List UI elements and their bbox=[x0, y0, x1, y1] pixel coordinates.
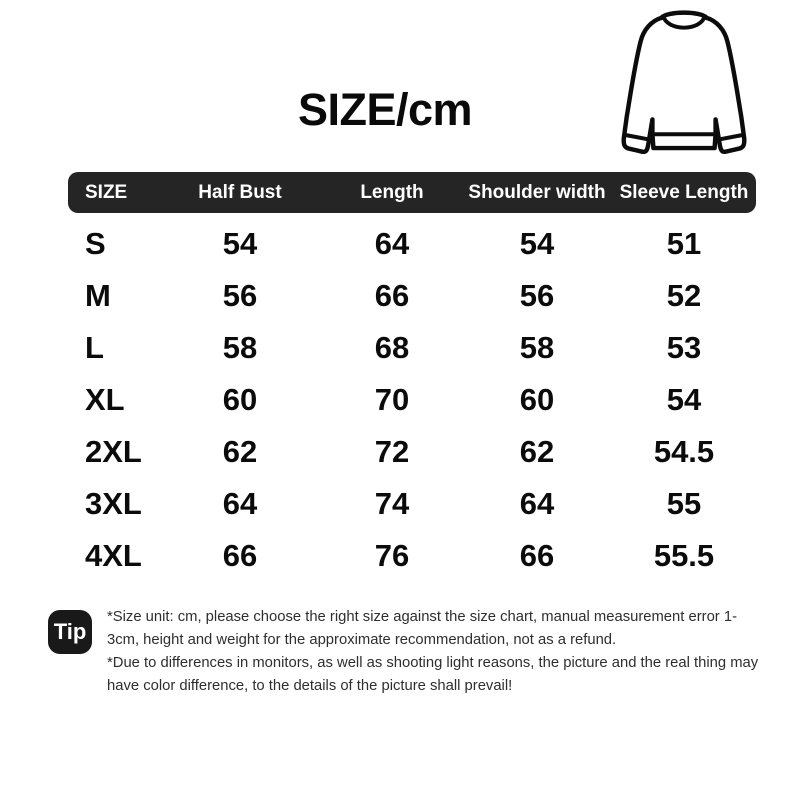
size-label: 3XL bbox=[85, 486, 142, 521]
size-value: 52 bbox=[666, 278, 702, 313]
table-row bbox=[68, 530, 756, 582]
size-value: 64 bbox=[519, 486, 555, 521]
size-value: 64 bbox=[374, 226, 410, 261]
column-header: Shoulder width bbox=[468, 181, 606, 203]
size-value: 70 bbox=[374, 382, 410, 417]
column-header: SIZE bbox=[85, 181, 128, 203]
size-value: 54.5 bbox=[653, 434, 715, 469]
crewneck-sweater-icon bbox=[620, 4, 748, 154]
size-value: 66 bbox=[519, 538, 555, 573]
size-value: 76 bbox=[374, 538, 410, 573]
tip-badge: Tip bbox=[48, 610, 92, 654]
size-value: 66 bbox=[222, 538, 258, 573]
size-value: 51 bbox=[666, 226, 702, 261]
size-value: 62 bbox=[222, 434, 258, 469]
column-header: Length bbox=[360, 181, 424, 203]
size-label: 4XL bbox=[85, 538, 142, 573]
tip-note: *Due to differences in monitors, as well as shooting light reasons, the picture and the real thing may have color difference, to the details of the picture shall prevail! bbox=[107, 655, 759, 694]
size-value: 60 bbox=[519, 382, 555, 417]
size-value: 54 bbox=[222, 226, 258, 261]
size-value: 60 bbox=[222, 382, 258, 417]
size-label: 2XL bbox=[85, 434, 142, 469]
size-label: S bbox=[85, 226, 106, 261]
size-label: M bbox=[85, 278, 111, 313]
size-value: 56 bbox=[222, 278, 258, 313]
table-row bbox=[68, 374, 756, 426]
table-row bbox=[68, 322, 756, 374]
table-row bbox=[68, 270, 756, 322]
size-value: 64 bbox=[222, 486, 258, 521]
size-label: XL bbox=[85, 382, 125, 417]
table-row bbox=[68, 218, 756, 270]
column-header: Sleeve Length bbox=[619, 181, 749, 203]
tip-note: *Size unit: cm, please choose the right size against the size chart, manual measurement error 1-3cm, height and weight for the approximate recommendation, not as a refund. bbox=[107, 609, 737, 648]
size-value: 58 bbox=[519, 330, 555, 365]
size-value: 58 bbox=[222, 330, 258, 365]
page-title: SIZE/cm bbox=[297, 84, 473, 135]
size-value: 72 bbox=[374, 434, 410, 469]
table-row bbox=[68, 426, 756, 478]
size-value: 56 bbox=[519, 278, 555, 313]
size-value: 55 bbox=[666, 486, 702, 521]
tip-notes bbox=[107, 606, 759, 698]
size-value: 53 bbox=[666, 330, 702, 365]
column-header: Half Bust bbox=[198, 181, 282, 203]
size-value: 74 bbox=[374, 486, 410, 521]
size-value: 54 bbox=[519, 226, 555, 261]
size-table bbox=[68, 172, 756, 582]
size-table-body bbox=[68, 218, 756, 582]
size-table-header-row bbox=[68, 172, 756, 213]
size-value: 66 bbox=[374, 278, 410, 313]
tip-section bbox=[48, 606, 759, 698]
size-label: L bbox=[85, 330, 104, 365]
table-row bbox=[68, 478, 756, 530]
size-value: 54 bbox=[666, 382, 702, 417]
size-value: 62 bbox=[519, 434, 555, 469]
size-value: 68 bbox=[374, 330, 410, 365]
size-value: 55.5 bbox=[653, 538, 715, 573]
